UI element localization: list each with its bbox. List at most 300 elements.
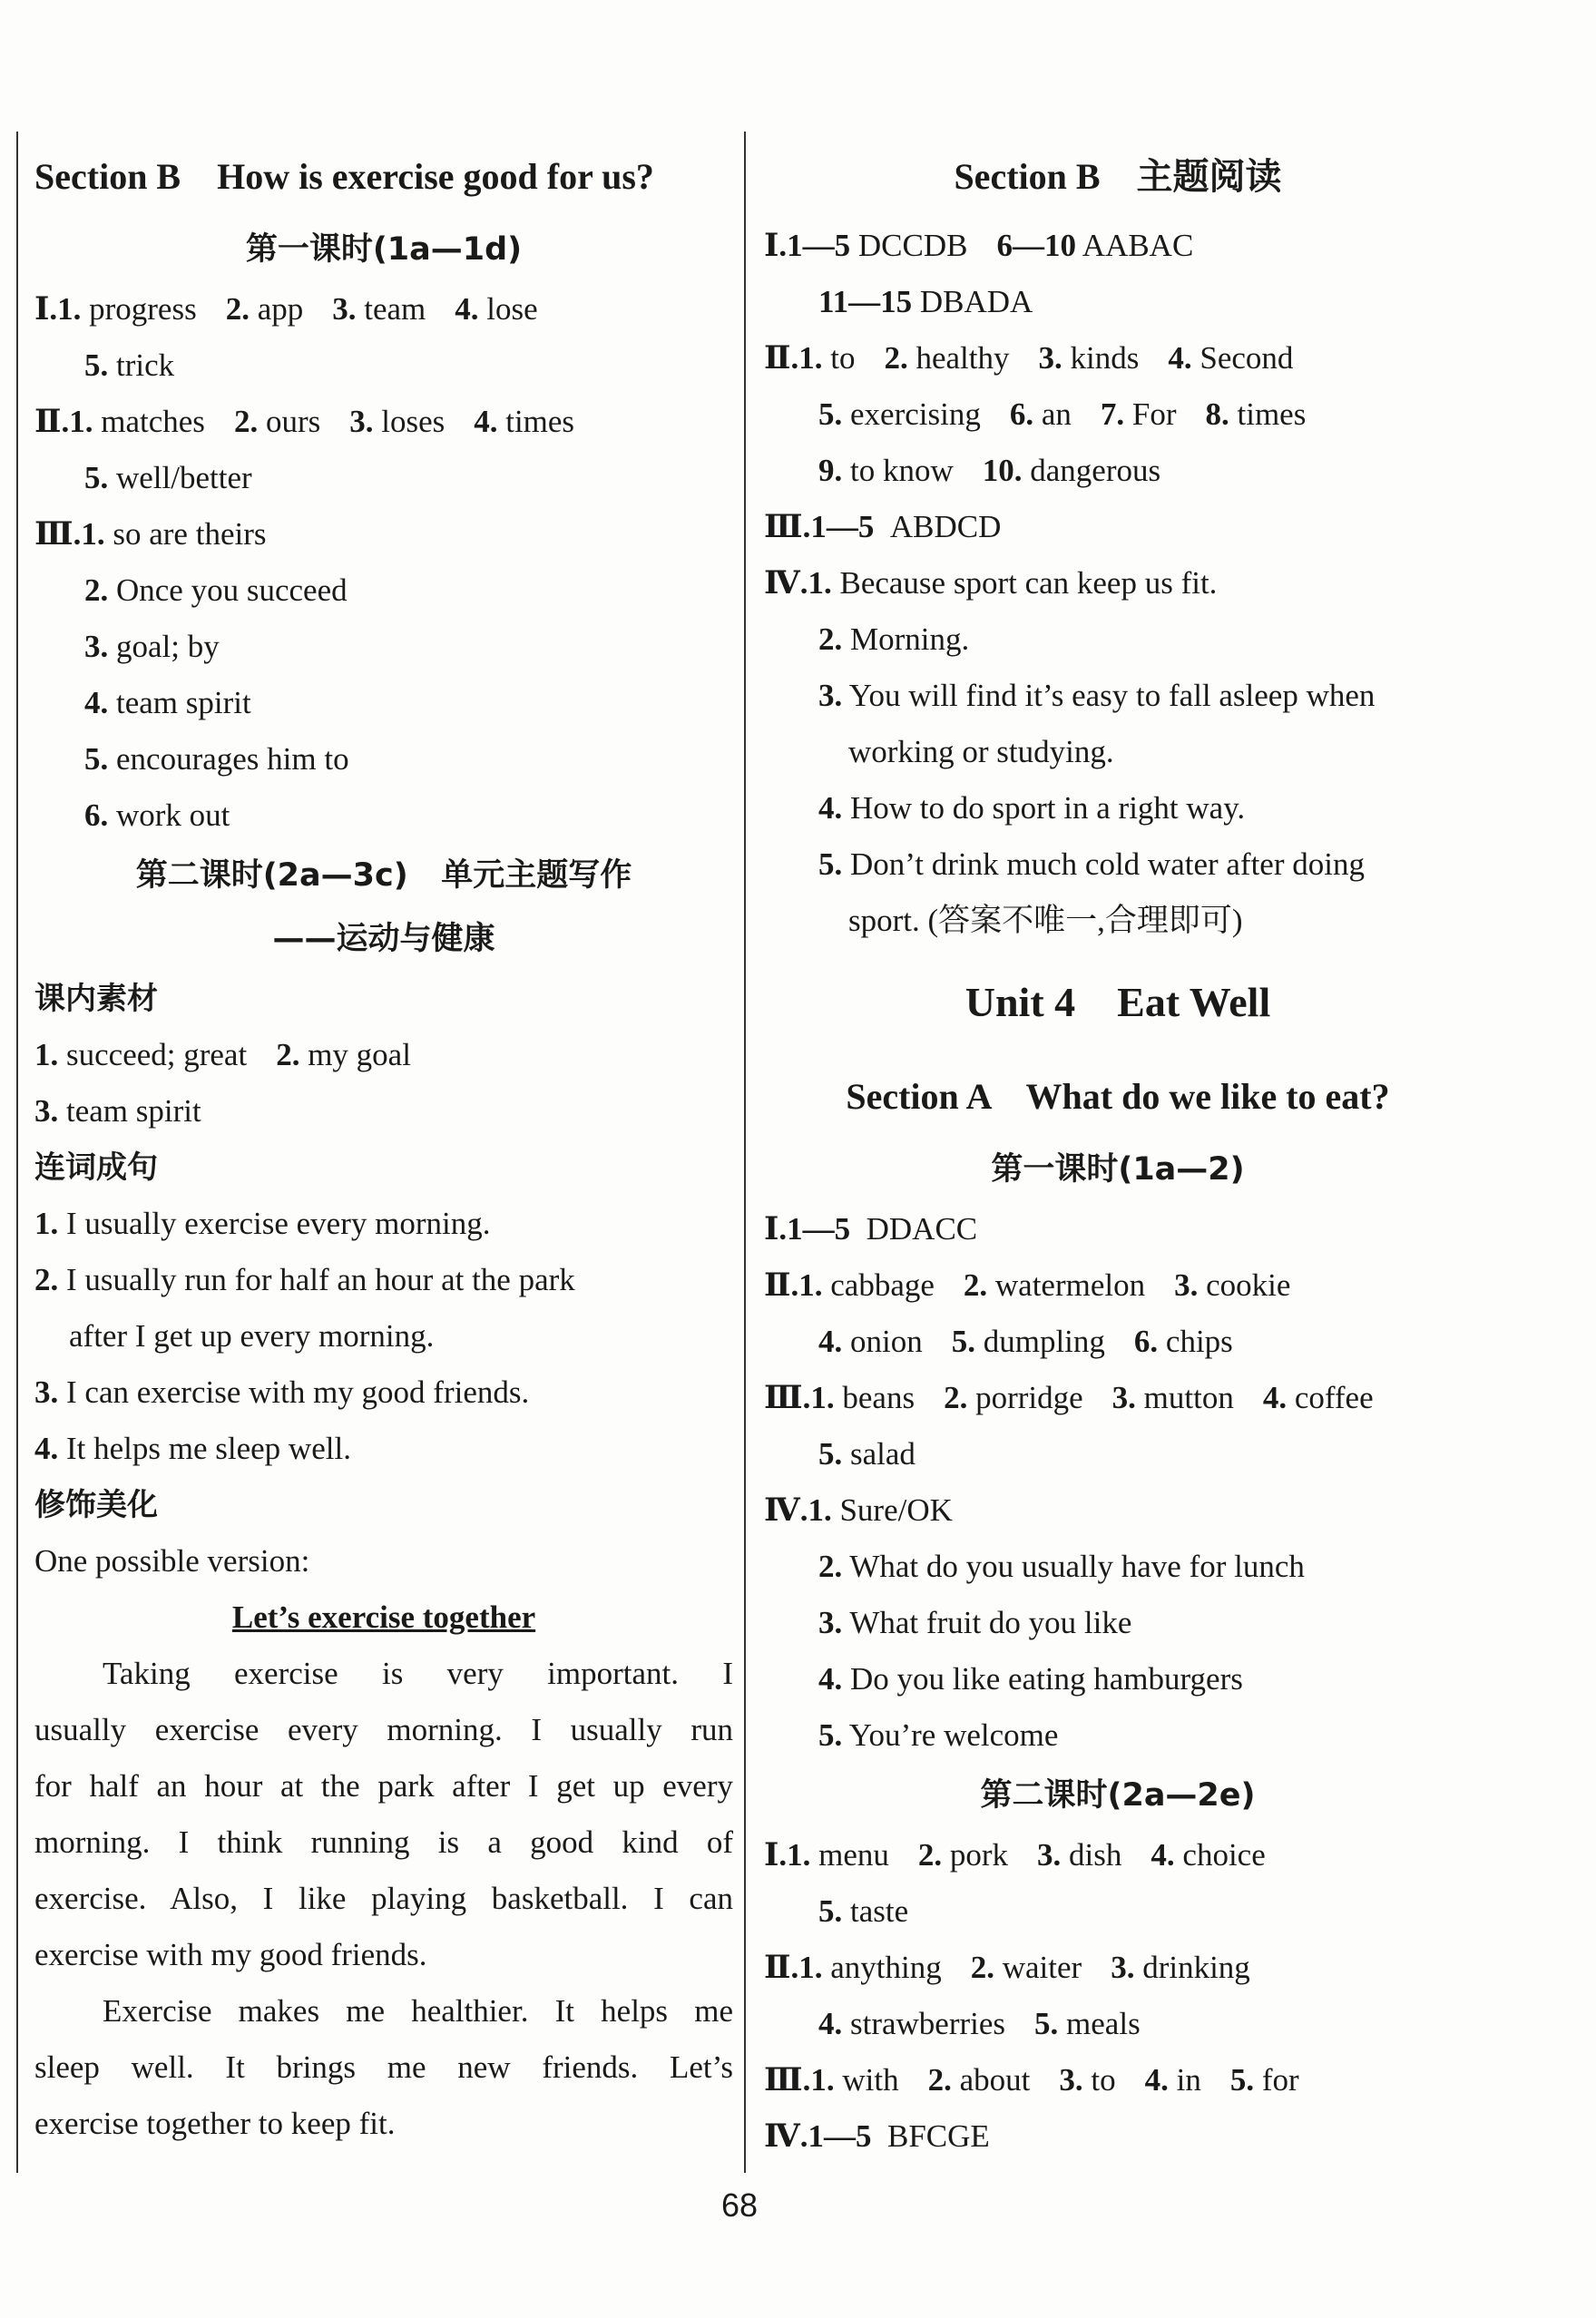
composition-title: Let’s exercise together: [231, 1599, 536, 1635]
answer-number: 1.: [798, 1267, 823, 1303]
answer-text: BFCGE: [886, 2118, 990, 2154]
answer-number: 2.: [884, 340, 908, 376]
answer-number: 10.: [982, 453, 1023, 488]
answer-number: 4.: [1150, 1837, 1175, 1873]
answer-text: app: [249, 291, 304, 327]
answer-text: What fruit do you like: [842, 1605, 1132, 1640]
polish-heading: 修饰美化: [34, 1487, 158, 1523]
answer: [818, 443, 954, 499]
exercise-row: [34, 281, 733, 337]
answer-number: 4.: [84, 685, 109, 720]
answer-number: 5.: [84, 347, 109, 383]
exercise-label: Ⅰ.: [764, 228, 788, 263]
answer-number: 6.: [84, 797, 109, 833]
answer-number: 2.: [225, 291, 250, 327]
answer: [1174, 1257, 1290, 1314]
composition-line: exercise with my good friends.: [34, 1937, 427, 1972]
answer: [818, 1549, 1305, 1584]
exercise-row: [34, 506, 733, 562]
composition-line: Exercise makes me healthier. It helps me: [103, 1993, 733, 2029]
answer-text: an: [1033, 396, 1072, 432]
exercise-label: Ⅲ.: [764, 1380, 811, 1415]
exercise-row: [764, 1370, 1472, 1426]
exercise-label: Ⅲ.: [764, 2062, 811, 2098]
answer-text: my goal: [299, 1037, 411, 1072]
right-column: [764, 136, 1472, 2165]
answer: [798, 1257, 935, 1314]
answer-number: 3.: [84, 629, 109, 664]
answer-text: mutton: [1135, 1380, 1234, 1415]
answer-item: [808, 1492, 952, 1528]
exercise-label: Ⅰ.: [764, 1211, 788, 1247]
answer-number: 3.: [818, 678, 843, 713]
answer: [818, 1314, 923, 1370]
answer: [1037, 1827, 1121, 1883]
answer-item: [34, 787, 733, 844]
answer: [1101, 386, 1177, 443]
answer-text: Once you succeed: [108, 572, 348, 608]
answer: [818, 386, 981, 443]
answer-number: 5.: [1229, 2062, 1255, 2098]
answer-text: DDACC: [866, 1211, 978, 1247]
answer-text: Sure/OK: [831, 1492, 953, 1528]
answer-text: taste: [842, 1893, 909, 1929]
answer: [349, 394, 445, 450]
answer-number: 1.: [810, 2062, 835, 2098]
answer-text: ours: [258, 404, 321, 439]
answer: [928, 2052, 1031, 2108]
answer-number: 4.: [1168, 340, 1192, 376]
composition-body: [34, 1646, 733, 2152]
exercise-row: [764, 443, 1472, 499]
answer-number: 1.: [787, 1837, 811, 1873]
answer-text: matches: [93, 404, 205, 439]
answer-text: DBADA: [912, 284, 1033, 319]
sentence-continuation: after I get up every morning.: [69, 1318, 435, 1354]
answer-item: [764, 780, 1472, 836]
answer-item: [34, 675, 733, 731]
answer-number: 2.: [34, 1262, 59, 1297]
answer-text: cabbage: [822, 1267, 935, 1303]
exercise-row: [34, 394, 733, 450]
answer-range: 1—5: [787, 1211, 851, 1247]
answer-number: 4.: [1144, 2062, 1169, 2098]
lesson-title: 第一课时(1a—2): [991, 1151, 1245, 1188]
composition-line: sleep well. It brings me new friends. Let’s: [34, 2049, 733, 2085]
answer-group: [57, 291, 538, 327]
lesson-title: 第二课时(2a—3c) 单元主题写作: [135, 857, 632, 894]
answer-text: kinds: [1062, 340, 1140, 376]
answer-text: salad: [842, 1436, 915, 1472]
column-divider: [744, 132, 746, 2173]
answer: [84, 741, 349, 777]
answer-number: 1.: [810, 1380, 835, 1415]
answer: [983, 443, 1160, 499]
answer-text: dish: [1061, 1837, 1122, 1873]
answer-group: [798, 1267, 1290, 1303]
answer-number: 3.: [1037, 1837, 1062, 1873]
answer-item: [764, 668, 1472, 724]
answer-text: AABAC: [1075, 228, 1194, 263]
answer: [971, 1940, 1082, 1996]
answer-text: team spirit: [108, 685, 251, 720]
answer-number: 5.: [818, 1436, 843, 1472]
exercise-row: [764, 499, 1472, 555]
answer: [1150, 1827, 1265, 1883]
answer-group: [810, 1380, 1373, 1415]
exercise-row: [764, 1482, 1472, 1539]
composition-line: Taking exercise is very important. I: [103, 1656, 733, 1691]
answer-item: [764, 611, 1472, 668]
lesson-title: 第一课时(1a—1d): [245, 231, 523, 268]
answer-text: chips: [1158, 1324, 1233, 1359]
answer-text: dangerous: [1022, 453, 1161, 488]
answer-number: 3.: [34, 1093, 59, 1129]
answer: [818, 1426, 915, 1482]
answer-number: 8.: [1205, 396, 1229, 432]
exercise-label: Ⅳ.: [764, 565, 808, 601]
answer-text: work out: [108, 797, 230, 833]
answer-text: with: [834, 2062, 899, 2098]
answer-group: [69, 404, 574, 439]
answer-number: 5.: [818, 846, 843, 882]
answer: [84, 629, 220, 664]
answer-number: 2.: [276, 1037, 300, 1072]
answer-number: 3.: [818, 1605, 843, 1640]
answer: [964, 1257, 1145, 1314]
lesson-subtitle: ——运动与健康: [272, 921, 495, 957]
answer-text: about: [951, 2062, 1031, 2098]
answer-number: 4.: [818, 1324, 843, 1359]
exercise-row: [764, 386, 1472, 443]
exercise-label: Ⅰ.: [34, 291, 58, 327]
exercise-row: [34, 337, 733, 394]
exercise-row: [764, 1314, 1472, 1370]
answer-text: I can exercise with my good friends.: [58, 1374, 530, 1410]
answer: [84, 685, 251, 720]
answer-text: for: [1254, 2062, 1299, 2098]
answer: [57, 281, 197, 337]
answer: [818, 621, 969, 657]
answer: [818, 846, 1365, 882]
answer-text: Don’t drink much cold water after doing: [842, 846, 1365, 882]
answer-number: 2.: [233, 404, 259, 439]
answer: [798, 1940, 941, 1996]
answer-number: 5.: [818, 1893, 843, 1929]
answer-text: healthy: [907, 340, 1010, 376]
answer-number: 4.: [818, 1661, 843, 1697]
exercise-label: Ⅲ.: [34, 516, 82, 552]
answer-number: 3.: [1174, 1267, 1199, 1303]
answer-continuation: sport. (答案不唯一,合理即可): [848, 903, 1243, 938]
answer: [918, 1827, 1008, 1883]
answer: [1059, 2052, 1115, 2108]
material-heading: 课内素材: [34, 981, 158, 1017]
answer-number: 9.: [818, 453, 843, 488]
answer-number: 1.: [81, 516, 105, 552]
answer-text: encourages him to: [108, 741, 349, 777]
exercise-label: Ⅲ.: [764, 509, 811, 544]
answer-text: beans: [834, 1380, 915, 1415]
answer-group: [810, 2062, 1298, 2098]
answer-text: Do you like eating hamburgers: [842, 1661, 1243, 1697]
exercise-row: [764, 1257, 1472, 1314]
answer-text: coffee: [1287, 1380, 1374, 1415]
answer-number: 1.: [34, 1037, 59, 1072]
answer-text: progress: [81, 291, 197, 327]
answer-number: 6—10: [996, 228, 1076, 263]
answer-text: to: [822, 340, 856, 376]
section-title: Section B How is exercise good for us?: [34, 156, 654, 197]
answer-text: dumpling: [974, 1324, 1105, 1359]
answer-text: ABDCD: [889, 509, 1002, 544]
composition-line: exercise. Also, I like playing basketball. I can: [34, 1881, 733, 1916]
exercise-label: Ⅱ.: [764, 1950, 799, 1985]
answer-number: 7.: [1100, 396, 1125, 432]
answer-text: exercising: [842, 396, 981, 432]
answer-text: times: [497, 404, 575, 439]
answer: [474, 394, 574, 450]
answer-number: 5.: [1034, 2006, 1059, 2041]
answer: [996, 218, 1193, 274]
composition-line: usually exercise every morning. I usually run: [34, 1712, 733, 1747]
sentence: [34, 1364, 733, 1421]
exercise-row: [764, 1426, 1472, 1482]
answer: [34, 1206, 490, 1241]
answer: [944, 1370, 1083, 1426]
section-title: Section B 主题阅读: [954, 156, 1282, 197]
answer: [884, 330, 1009, 386]
answer-text: to: [1082, 2062, 1116, 2098]
answer: [1112, 1370, 1234, 1426]
sentence: [34, 1252, 733, 1308]
answer: [234, 394, 320, 450]
left-column: [34, 136, 733, 2152]
lesson-title: 第二课时(2a—2e): [980, 1777, 1256, 1814]
page-number: 68: [720, 2186, 759, 2224]
answer: [84, 797, 230, 833]
answer-item: [81, 516, 266, 552]
exercise-row: [764, 274, 1472, 330]
answer-number: 2.: [927, 2062, 952, 2098]
answer-number: 1.: [808, 565, 832, 601]
answer: [34, 1083, 201, 1139]
section-title: Section A What do we like to eat?: [846, 1076, 1390, 1117]
answer: [952, 1314, 1105, 1370]
left-margin-rule: [16, 132, 18, 2173]
answer-number: 3.: [1059, 2062, 1083, 2098]
answer: [818, 1661, 1243, 1697]
answer-number: 4.: [474, 404, 498, 439]
composition-line: exercise together to keep fit.: [34, 2106, 396, 2141]
answer: [1168, 330, 1293, 386]
answer-number: 6.: [1009, 396, 1034, 432]
answer-number: 1.: [57, 291, 82, 327]
answer-text: lose: [478, 291, 538, 327]
sentence: [34, 1196, 733, 1252]
answer-number: 2.: [84, 572, 109, 608]
answer-number: 4.: [1262, 1380, 1288, 1415]
answer-text: How to do sport in a right way.: [842, 790, 1246, 826]
answer-number: 1.: [808, 1492, 832, 1528]
exercise-row: [764, 1827, 1472, 1883]
answer: [1206, 386, 1307, 443]
exercise-row: [764, 218, 1472, 274]
answer-text: menu: [810, 1837, 889, 1873]
answer-text: I usually exercise every morning.: [58, 1206, 491, 1241]
answer-text: cookie: [1198, 1267, 1291, 1303]
exercise-row: [764, 2052, 1472, 2108]
answer: [1230, 2052, 1299, 2108]
answer-item: [34, 731, 733, 787]
answer-number: 6.: [1133, 1324, 1159, 1359]
answer-number: 3.: [1111, 1380, 1136, 1415]
answer-item: [764, 1651, 1472, 1707]
answer-number: 3.: [1111, 1950, 1135, 1985]
answer-item: [764, 836, 1472, 893]
exercise-row: [34, 450, 733, 506]
answer-text: goal; by: [108, 629, 220, 664]
answer-number: 3.: [332, 291, 357, 327]
answer-text: well/better: [108, 460, 252, 495]
exercise-row: [764, 330, 1472, 386]
answer: [84, 572, 348, 608]
answer-continuation: working or studying.: [848, 734, 1114, 769]
answer-number: 2.: [818, 1549, 843, 1584]
answer-text: to know: [842, 453, 954, 488]
answer-group: [787, 1837, 1266, 1873]
answer: [1263, 1370, 1374, 1426]
answer-number: 3.: [1038, 340, 1062, 376]
material-row: [34, 1027, 733, 1083]
answer: [34, 1374, 529, 1410]
answer: [1134, 1314, 1233, 1370]
answer-text: watermelon: [987, 1267, 1146, 1303]
answer-number: 5.: [84, 741, 109, 777]
answer-text: team spirit: [58, 1093, 201, 1129]
answer-group: [787, 228, 1193, 263]
answer-text: It helps me sleep well.: [58, 1431, 351, 1466]
answer: [276, 1027, 411, 1083]
answer-text: For: [1124, 396, 1177, 432]
exercise-label: Ⅳ.: [764, 2118, 808, 2154]
answer-item: [808, 565, 1217, 601]
answer-number: 4.: [818, 2006, 843, 2041]
answer-number: 4.: [34, 1431, 59, 1466]
answer-text: You will find it’s easy to fall asleep when: [842, 678, 1376, 713]
answer-number: 3.: [349, 404, 374, 439]
answer-text: anything: [822, 1950, 942, 1985]
answer-text: team: [356, 291, 426, 327]
answer-item: [764, 1707, 1472, 1764]
answer-text: strawberries: [842, 2006, 1006, 2041]
answer-number: 2.: [944, 1380, 968, 1415]
exercise-label: Ⅱ.: [764, 1267, 799, 1303]
answer-text: Because sport can keep us fit.: [831, 565, 1218, 601]
answer-number: 4.: [818, 790, 843, 826]
answer-text: Morning.: [842, 621, 970, 657]
answer-text: meals: [1058, 2006, 1141, 2041]
answer-text: loses: [373, 404, 446, 439]
answer-range: 1—5: [810, 509, 875, 544]
answer: [808, 1492, 952, 1528]
answer-text: waiter: [994, 1950, 1082, 1985]
answer-item: [34, 619, 733, 675]
answer-text: What do you usually have for lunch: [842, 1549, 1305, 1584]
material-row: [34, 1083, 733, 1139]
answer: [818, 790, 1245, 826]
answer-number: 3.: [34, 1374, 59, 1410]
answer-number: 5.: [951, 1324, 975, 1359]
answer-text: onion: [842, 1324, 923, 1359]
answer: [810, 2052, 898, 2108]
answer-text: times: [1229, 396, 1307, 432]
answer-text: You’re welcome: [842, 1717, 1059, 1753]
answer-number: 1.: [798, 1950, 823, 1985]
answer-text: DCCDB: [850, 228, 968, 263]
answer-text: so are theirs: [104, 516, 267, 552]
answer: [818, 678, 1375, 713]
exercise-label: Ⅱ.: [34, 404, 70, 439]
possible-version-label: One possible version:: [34, 1543, 310, 1579]
answer: [84, 450, 252, 506]
answer: [226, 281, 304, 337]
answer-number: 2.: [963, 1267, 988, 1303]
answer-group: [798, 1950, 1250, 1985]
answer-text: porridge: [967, 1380, 1083, 1415]
answer: [818, 1605, 1131, 1640]
answer-number: 2.: [970, 1950, 994, 1985]
sentence: [34, 1421, 733, 1477]
answer-group: [798, 340, 1293, 376]
answer-number: 2.: [818, 621, 843, 657]
answer: [332, 281, 426, 337]
composition-line: morning. I think running is a good kind of: [34, 1824, 733, 1860]
answer-text: in: [1168, 2062, 1201, 2098]
answer-range: 1—5: [808, 2118, 872, 2154]
answer: [818, 1996, 1005, 2052]
answer-number: 1.: [69, 404, 93, 439]
answer: [1145, 2052, 1201, 2108]
answer: [455, 281, 537, 337]
answer-number: 1—5: [787, 228, 851, 263]
answer-number: 2.: [917, 1837, 943, 1873]
answer: [34, 1431, 351, 1466]
answer-number: 4.: [455, 291, 479, 327]
answer: [84, 337, 174, 394]
answer: [787, 218, 967, 274]
exercise-row: [764, 555, 1472, 611]
answer-text: drinking: [1134, 1950, 1250, 1985]
exercise-row: [764, 1883, 1472, 1940]
answer: [1111, 1940, 1250, 1996]
answer-item: [34, 562, 733, 619]
exercise-row: [764, 1201, 1472, 1257]
answer: [81, 516, 266, 552]
answer-number: 11—15: [818, 284, 913, 319]
answer: [787, 1827, 889, 1883]
answer-text: choice: [1174, 1837, 1266, 1873]
answer-text: pork: [942, 1837, 1009, 1873]
composition-line: for half an hour at the park after I get up every: [34, 1768, 733, 1804]
answer: [818, 1883, 908, 1940]
answer: [1039, 330, 1140, 386]
answer-item: [764, 1595, 1472, 1651]
answer-number: 5.: [818, 396, 843, 432]
exercise-row: [764, 1940, 1472, 1996]
exercise-row: [764, 2108, 1472, 2165]
sentences-heading: 连词成句: [34, 1149, 158, 1186]
